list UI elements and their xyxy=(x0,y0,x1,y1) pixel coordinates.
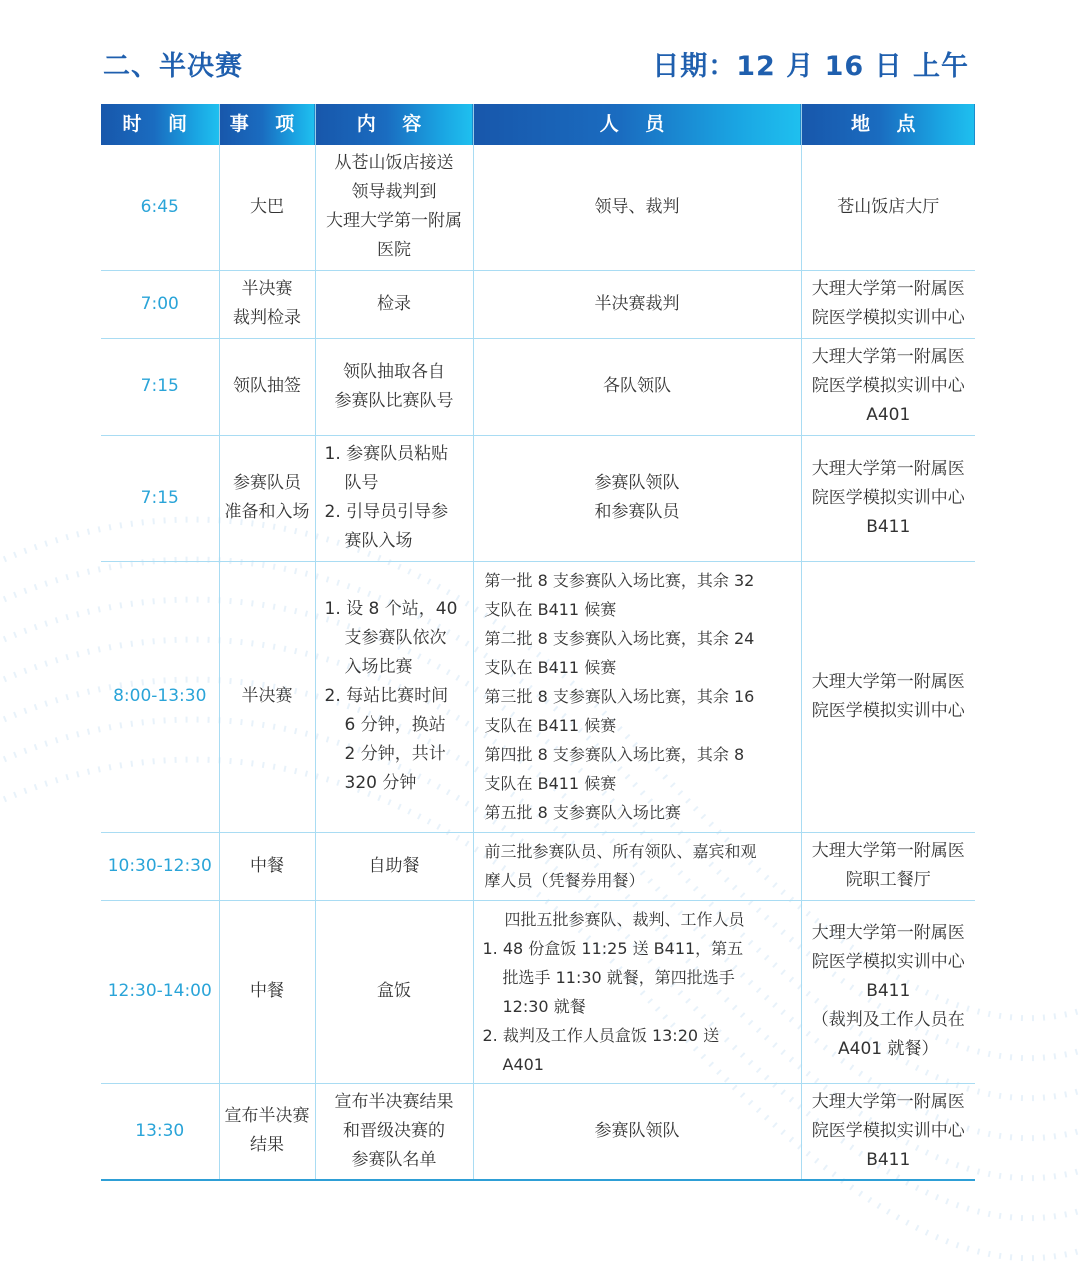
cell-people: 四批五批参赛队、裁判、工作人员 1. 48 份盒饭 11:25 送 B411，第五 批选手 11:30 就餐，第四批选手 12:30 就餐 2. 裁判及工作人员盒饭 13:20 送 A401 xyxy=(473,900,801,1083)
column-header-content: 内 容 xyxy=(315,104,473,145)
cell-content: 1. 参赛队员粘贴 队号 2. 引导员引导参 赛队入场 xyxy=(315,435,473,561)
cell-time: 13:30 xyxy=(101,1083,219,1180)
column-header-time: 时 间 xyxy=(101,104,219,145)
cell-people: 前三批参赛队员、所有领队、嘉宾和观 摩人员（凭餐券用餐） xyxy=(473,832,801,900)
cell-item: 半决赛 裁判检录 xyxy=(219,270,315,338)
section-title: 二、半决赛 xyxy=(103,51,243,82)
cell-place: 大理大学第一附属医 院医学模拟实训中心 B411 xyxy=(801,435,975,561)
cell-item: 大巴 xyxy=(219,145,315,270)
cell-time: 6:45 xyxy=(101,145,219,270)
cell-time: 8:00-13:30 xyxy=(101,561,219,832)
column-header-place: 地 点 xyxy=(801,104,975,145)
cell-content: 宣布半决赛结果 和晋级决赛的 参赛队名单 xyxy=(315,1083,473,1180)
cell-time: 7:15 xyxy=(101,435,219,561)
section-header xyxy=(103,44,969,84)
cell-content: 检录 xyxy=(315,270,473,338)
cell-item: 参赛队员 准备和入场 xyxy=(219,435,315,561)
cell-people: 第一批 8 支参赛队入场比赛，其余 32 支队在 B411 候赛 第二批 8 支参赛队入场比赛，其余 24 支队在 B411 候赛 第三批 8 支参赛队入场比赛，其余 16 支队在 B411 候赛 第四批 8 支参赛队入场比赛，其余 8 支队在 B411 候赛 第五批 8 支参赛队入场比赛 xyxy=(473,561,801,832)
table-row xyxy=(101,145,975,270)
cell-time: 10:30-12:30 xyxy=(101,832,219,900)
cell-people: 参赛队领队 xyxy=(473,1083,801,1180)
schedule-date: 日期：12 月 16 日 上午 xyxy=(652,51,969,82)
cell-item: 宣布半决赛 结果 xyxy=(219,1083,315,1180)
cell-people: 参赛队领队 和参赛队员 xyxy=(473,435,801,561)
cell-place: 大理大学第一附属医 院医学模拟实训中心 xyxy=(801,561,975,832)
cell-people: 领导、裁判 xyxy=(473,145,801,270)
cell-place: 大理大学第一附属医 院医学模拟实训中心 A401 xyxy=(801,338,975,435)
cell-item: 中餐 xyxy=(219,900,315,1083)
cell-content: 自助餐 xyxy=(315,832,473,900)
cell-people: 半决赛裁判 xyxy=(473,270,801,338)
table-row xyxy=(101,270,975,338)
cell-item: 半决赛 xyxy=(219,561,315,832)
table-row xyxy=(101,435,975,561)
cell-time: 12:30-14:00 xyxy=(101,900,219,1083)
table-row xyxy=(101,1083,975,1180)
cell-people: 各队领队 xyxy=(473,338,801,435)
cell-item: 中餐 xyxy=(219,832,315,900)
cell-place: 大理大学第一附属医 院医学模拟实训中心 B411 （裁判及工作人员在 A401 就餐） xyxy=(801,900,975,1083)
column-header-item: 事 项 xyxy=(219,104,315,145)
cell-content: 盒饭 xyxy=(315,900,473,1083)
column-header-people: 人 员 xyxy=(473,104,801,145)
cell-time: 7:00 xyxy=(101,270,219,338)
cell-content: 从苍山饭店接送 领导裁判到 大理大学第一附属 医院 xyxy=(315,145,473,270)
cell-place: 苍山饭店大厅 xyxy=(801,145,975,270)
cell-content: 1. 设 8 个站，40 支参赛队依次 入场比赛 2. 每站比赛时间 6 分钟，换站 2 分钟，共计 320 分钟 xyxy=(315,561,473,832)
cell-time: 7:15 xyxy=(101,338,219,435)
table-row xyxy=(101,832,975,900)
cell-place: 大理大学第一附属医 院医学模拟实训中心 B411 xyxy=(801,1083,975,1180)
table-row xyxy=(101,900,975,1083)
table-header-row xyxy=(101,104,975,145)
cell-item: 领队抽签 xyxy=(219,338,315,435)
table-row xyxy=(101,561,975,832)
schedule-table xyxy=(101,104,975,1181)
cell-content: 领队抽取各自 参赛队比赛队号 xyxy=(315,338,473,435)
cell-place: 大理大学第一附属医 院医学模拟实训中心 xyxy=(801,270,975,338)
table-row xyxy=(101,338,975,435)
cell-place: 大理大学第一附属医 院职工餐厅 xyxy=(801,832,975,900)
